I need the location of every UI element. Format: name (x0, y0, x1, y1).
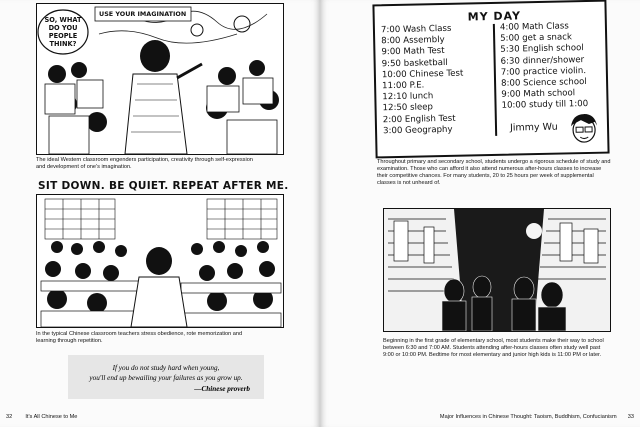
schedule-entry: 4:00 Math Class (499, 21, 569, 33)
schedule-entry: 12:50 sleep (382, 102, 434, 114)
left-footer (6, 414, 77, 420)
caption-line: between 6:30 and 7:00 AM. Students attending after-hours classes often study well past (383, 345, 601, 351)
schedule-entry: 5:30 English school (500, 43, 584, 56)
page-number: 33 (627, 414, 634, 420)
schedule-entry: 8:00 Science school (500, 77, 587, 89)
schedule-left-column (381, 24, 465, 138)
caption-schedule (377, 159, 627, 187)
schedule-entry: 10:00 Chinese Test (381, 68, 464, 81)
caption-night-street (383, 338, 623, 359)
proverb-attribution: —Chinese proverb (194, 385, 250, 393)
schedule-entry: 2:00 English Test (382, 113, 456, 125)
schedule-entry: 7:00 practice violin. (500, 65, 587, 78)
schedule-title: MY DAY (467, 9, 522, 24)
schedule-entry: 6:30 dinner/shower (500, 54, 585, 67)
my-day-schedule (372, 0, 609, 158)
proverb-line-1: If you do not study hard when young, (112, 364, 220, 372)
schedule-entry: 11:00 P.E. (382, 80, 425, 92)
caption-line: learning through repetition. (36, 338, 103, 344)
chinese-classroom-illustration (36, 194, 284, 328)
western-classroom-illustration (36, 3, 284, 155)
speech-bubble-text: SO, WHAT DO YOU PEOPLE THINK? (44, 16, 82, 48)
schedule-entry: 10:00 study till 1:00 (501, 99, 589, 112)
schedule-entry: 12:10 lunch (382, 91, 434, 103)
night-street-drawing (384, 209, 610, 331)
chapter-title: Major Influences in Chinese Thought: Taoism, Buddhism, Confucianism (439, 414, 617, 420)
caption-western-classroom (36, 157, 296, 171)
schedule-entry: 3:00 Geography (382, 124, 453, 137)
proverb-line-2: you'll end up bewailing your failures as you grow up. (89, 374, 243, 382)
caption-line: classes is not unheard of. (377, 180, 441, 186)
caption-chinese-classroom (36, 331, 296, 345)
chinese-classroom-drawing (37, 195, 283, 327)
book-title: It's All Chinese to Me (25, 414, 78, 420)
schedule-entry: 5:00 get a snack (500, 32, 573, 45)
schedule-right-column (500, 21, 588, 112)
caption-line: their competitive chances. For many students, 20 to 25 hours per week of supplemental (377, 173, 594, 179)
schedule-entry: 8:00 Assembly (381, 35, 445, 47)
classroom-banner: SIT DOWN. BE QUIET. REPEAT AFTER ME. (38, 180, 289, 192)
proverb-box (68, 355, 264, 399)
schedule-signature: Jimmy Wu (509, 121, 558, 134)
schedule-entry: 9:00 Math school (501, 88, 576, 101)
schedule-entry: 7:00 Wash Class (380, 23, 452, 36)
caption-line: and development of one's imagination. (36, 164, 132, 170)
caption-line: 9:00 or 10:00 PM. Bedtime for most elementary and junior high kids is 11:00 PM or later. (383, 352, 602, 358)
blackboard-text: USE YOUR IMAGINATION (99, 10, 187, 18)
night-street-illustration (383, 208, 611, 332)
caption-line: In the typical Chinese classroom teachers stress obedience, rote memorization and (36, 331, 243, 337)
caption-line: examination. Those who can afford it also attend numerous after-hours classes to increase (377, 166, 602, 172)
student-portrait-icon (567, 112, 602, 149)
right-footer (390, 414, 634, 420)
schedule-divider (493, 24, 497, 136)
caption-line: Throughout primary and secondary school, students undergo a rigorous schedule of study and (377, 159, 611, 165)
schedule-entry: 9:50 basketball (381, 57, 448, 69)
caption-line: Beginning in the first grade of elementary school, most students make their way to school (383, 338, 604, 344)
page-number: 32 (6, 414, 13, 420)
caption-line: The ideal Western classroom engenders participation, creativity through self-expression (36, 157, 253, 163)
schedule-entry: 9:00 Math Test (381, 46, 445, 58)
